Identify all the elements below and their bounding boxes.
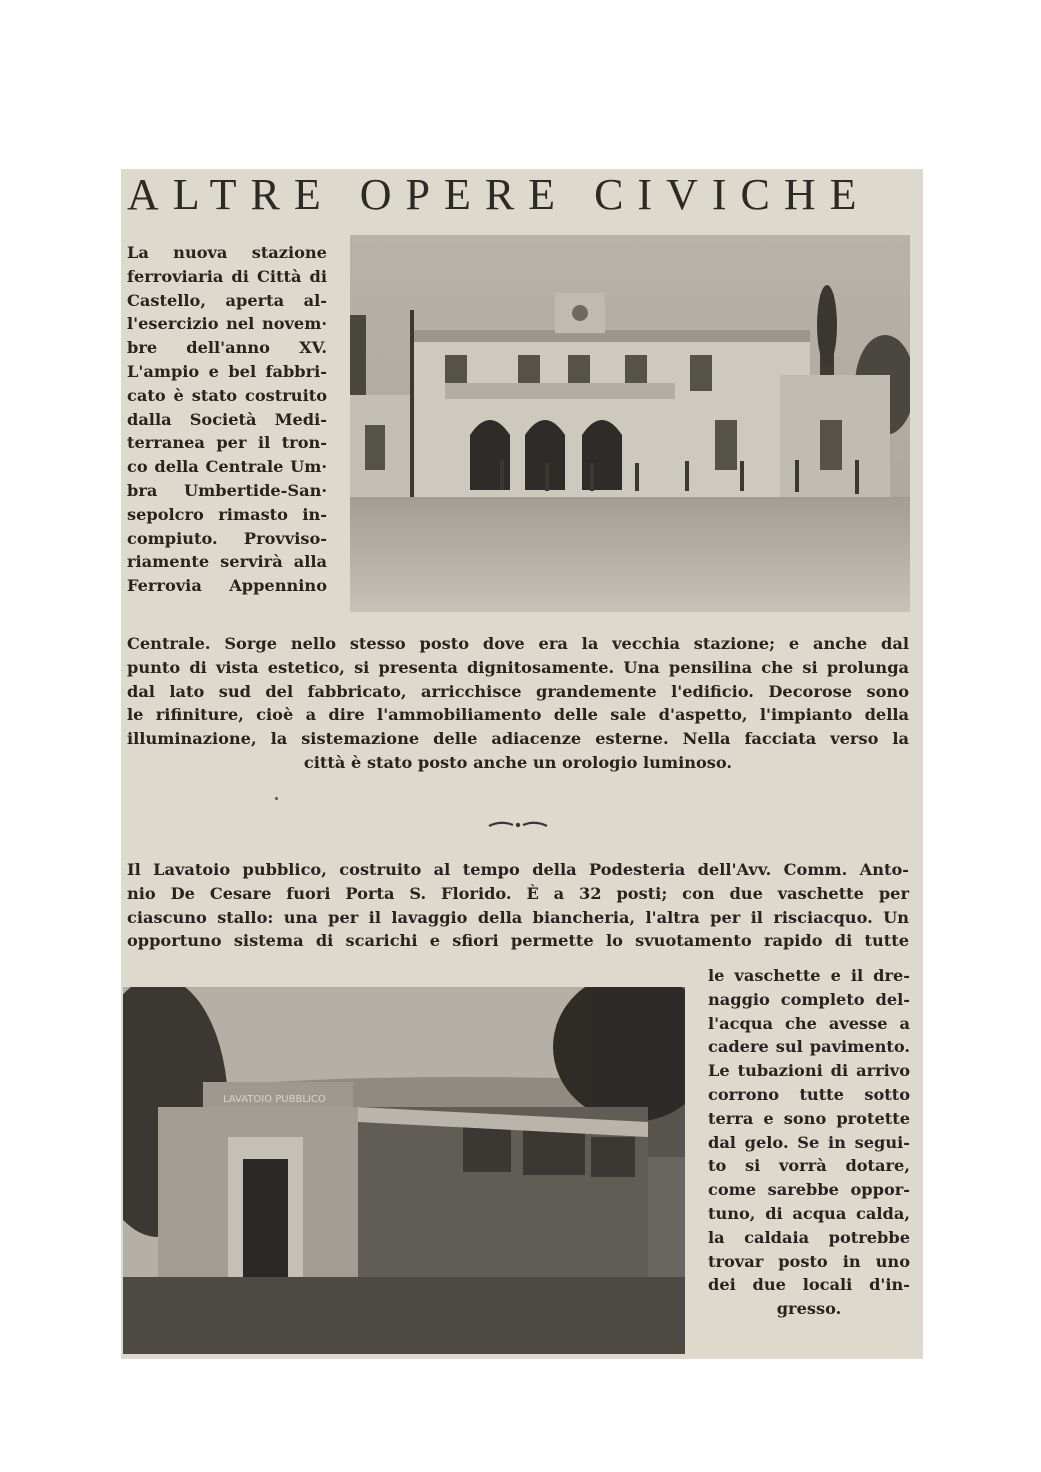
lavatoio-column-line: Le tubazioni di arrivo xyxy=(708,1061,910,1081)
station-column-line: La nuova stazione xyxy=(127,243,327,262)
lavatoio-column-line: cadere sul pavimento. xyxy=(708,1037,910,1057)
station-column-line: ferroviaria di Città di xyxy=(127,266,327,286)
railway-station-drawing xyxy=(350,235,910,612)
station-full-line: punto di vista estetico, si presenta dignitosamente. Una pensilina che si prolunga xyxy=(127,657,909,677)
page-title: ALTRE OPERE CIVICHE xyxy=(127,170,871,219)
public-washhouse-drawing xyxy=(123,987,685,1354)
station-column-line: Ferrovia Appennino xyxy=(127,576,327,596)
station-column-line: bra Umbertide-San· xyxy=(127,480,327,500)
lavatoio-full-line: ciascuno stallo: una per il lavaggio della biancheria, l'altra per il risciacquo. Un xyxy=(127,907,909,927)
station-column-line: cato è stato costruito xyxy=(127,385,327,405)
station-full-line: illuminazione, la sistemazione delle adiacenze esterne. Nella facciata verso la xyxy=(127,729,909,749)
station-column-line: sepolcro rimasto in- xyxy=(127,504,327,524)
section-divider-ornament xyxy=(487,817,549,833)
station-column-line: co della Centrale Um· xyxy=(127,457,327,477)
lavatoio-column-line: l'acqua che avesse a xyxy=(708,1013,910,1033)
station-column-line: l'esercizio nel novem· xyxy=(127,314,327,334)
lavatoio-full-text xyxy=(127,858,909,953)
railway-station-photo xyxy=(350,235,910,612)
lavatoio-column-line: to si vorrà dotare, xyxy=(708,1156,910,1176)
public-washhouse-photo xyxy=(123,987,685,1354)
lavatoio-full-line: opportuno sistema di scarichi e sfiori permette lo svuotamento rapido di tutte xyxy=(127,931,909,951)
lavatoio-column-line: corrono tutte sotto xyxy=(708,1084,910,1104)
station-column-text xyxy=(127,241,327,598)
station-full-line: città è stato posto anche un orologio luminoso. xyxy=(303,752,733,772)
station-column-line: terranea per il tron- xyxy=(127,433,327,453)
lavatoio-column-line: naggio completo del- xyxy=(708,989,910,1009)
magazine-page xyxy=(121,169,923,1359)
lavatoio-column-line: gresso. xyxy=(776,1299,842,1319)
lavatoio-column-line: la caldaia potrebbe xyxy=(708,1227,910,1247)
station-full-line: le rifiniture, cioè a dire l'ammobiliamento delle sale d'aspetto, l'impianto della xyxy=(127,705,909,725)
lavatoio-full-line: Il Lavatoio pubblico, costruito al tempo della Podesteria dell'Avv. Comm. Anto- xyxy=(127,860,909,879)
lavatoio-column-line: dal gelo. Se in segui- xyxy=(708,1132,910,1152)
station-full-text xyxy=(127,632,909,775)
station-column-line: Castello, aperta al- xyxy=(127,290,327,310)
stray-dot xyxy=(275,797,278,800)
lavatoio-full-line: nio De Cesare fuori Porta S. Florido. È a 32 posti; con due vaschette per xyxy=(127,883,909,903)
lavatoio-column-line: dei due locali d'in- xyxy=(708,1275,910,1295)
station-column-line: compiuto. Provviso- xyxy=(127,528,327,548)
lavatoio-column-line: tuno, di acqua calda, xyxy=(708,1203,910,1223)
lavatoio-column-line: come sarebbe oppor- xyxy=(708,1180,910,1200)
lavatoio-column-line: trovar posto in uno xyxy=(708,1251,910,1271)
station-column-line: bre dell'anno XV. xyxy=(127,338,327,358)
washhouse-sign: LAVATOIO PUBBLICO xyxy=(223,1094,326,1105)
station-column-line: dalla Società Medi- xyxy=(127,409,327,429)
station-column-line: L'ampio e bel fabbri- xyxy=(127,361,327,381)
station-full-line: dal lato sud del fabbricato, arricchisce grandemente l'edificio. Decorose sono xyxy=(127,681,909,701)
lavatoio-column-line: le vaschette e il dre- xyxy=(708,966,910,985)
station-full-line: Centrale. Sorge nello stesso posto dove era la vecchia stazione; e anche dal xyxy=(127,634,909,653)
lavatoio-column-line: terra e sono protette xyxy=(708,1108,910,1128)
lavatoio-column-text xyxy=(708,964,910,1321)
station-column-line: riamente servirà alla xyxy=(127,552,327,572)
